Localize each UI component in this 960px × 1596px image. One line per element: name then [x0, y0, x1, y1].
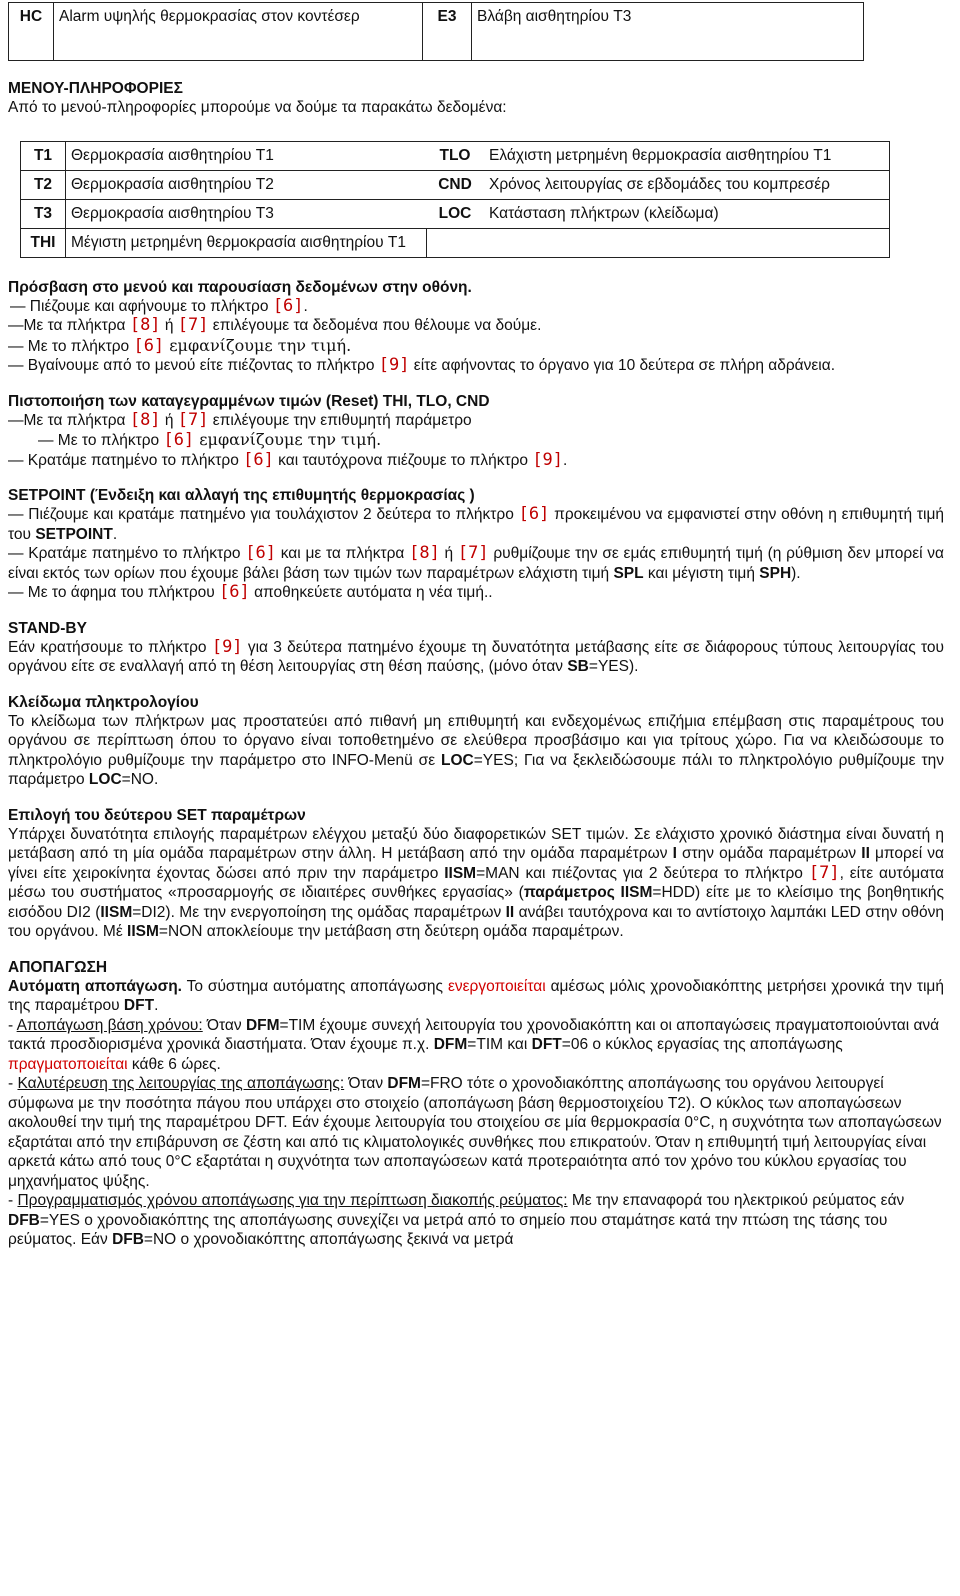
- text: DFT: [531, 1036, 562, 1053]
- text: , είτε αυτόματα μέσω του συστήματος «προσαρμογής σε ιδιαιτέρες συνθήκες εργασίας» (: [8, 864, 944, 901]
- key-6: [6]: [272, 295, 304, 316]
- key-7: [7]: [177, 409, 209, 430]
- text: — Πιέζουμε και κρατάμε πατημένο για τουλάχιστον 2 δεύτερα το πλήκτρο: [8, 506, 519, 523]
- text: — Κρατάμε πατημένο το πλήκτρο: [8, 451, 244, 469]
- description-cell: Θερμοκρασία αισθητηρίου T3: [66, 199, 427, 228]
- text: ή: [439, 545, 458, 562]
- text: IISM: [444, 864, 477, 882]
- empty-cell: [426, 228, 890, 257]
- text: ).: [791, 564, 801, 582]
- table-row: [21, 170, 890, 199]
- text: είτε αφήνοντας το όργανο για 10 δεύτερα σε πλήρη αδράνεια.: [409, 357, 836, 374]
- text: .: [154, 997, 159, 1014]
- text: II: [861, 845, 870, 862]
- text: =TIM έχουμε συνεχή λειτουργία του χρονοδιακόπτη και οι αποπαγώσεις πραγματοποιούνται ανά τακτά προσδιορισμένα χρονικά διαστήματα. Όταν έχουμε π.χ.: [8, 1016, 940, 1053]
- code-cell: T2: [21, 170, 66, 199]
- key-9: [9]: [378, 355, 410, 375]
- key-7: [7]: [457, 543, 489, 563]
- key-6: [6]: [133, 335, 165, 356]
- text: Υπάρχει δυνατότητα επιλογής παραμέτρων ελέγχου μεταξύ δύο διαφορετικών SET τιμών. Σε ελάχιστο χρονικό διάστημα είναι δυνατή η μετάβαση από τη μία ομάδα παραμέτρων στην άλλη. Η μετάβαση από την ομάδα παραμέτρων: [8, 825, 944, 862]
- section-title: Πιστοποιήση των καταγεγραμμένων τιμών (Reset) THI, TLO, CND: [8, 392, 490, 410]
- text: .: [112, 525, 118, 543]
- table-row: [21, 228, 890, 257]
- code-cell: LOC: [426, 199, 484, 228]
- text: Το κλείδωμα των πλήκτρων μας προστατεύει από πιθανή μη επιθυμητή και ενδεχομένως επιζήμια επέμβαση στις παραμέτρους του οργάνου σε περίπτωση όπου το όργανο είναι τοποθετημένο σε ελεύθερα προσβάσιμο και για τρίτους χώρο. Για να κλειδώσουμε το πληκτρολόγιο ρυθμίζουμε την παράμετρο στο INFO-Menü σε: [8, 712, 944, 769]
- section-title: STAND-BY: [8, 619, 87, 637]
- section-title: Κλείδωμα πληκτρολογίου: [8, 693, 199, 711]
- second-set-section: [8, 806, 944, 942]
- text: και ταυτόχρονα πιέζουμε το πλήκτρο: [273, 451, 533, 469]
- text: =YES ο χρονοδιακόπτης της αποπάγωσης συνεχίζει να μετρά από το σημείο που σταμάτησε κατά την πτώση της τάσης του ρεύματος. Εάν: [8, 1211, 888, 1248]
- text: — Με το άφημα του πλήκτρου: [8, 584, 220, 601]
- table-row: [21, 199, 890, 228]
- text: DFB: [112, 1231, 144, 1248]
- text: —Με τα πλήκτρα: [8, 317, 130, 334]
- paragraph: [8, 825, 944, 942]
- text: IISM: [100, 903, 133, 921]
- instruction-line: [8, 430, 944, 451]
- text: ενεργοποιείται: [447, 977, 546, 995]
- paragraph: - Καλυτέρευση της λειτουργίας της αποπάγωσης: Όταν DFM=FRO τότε ο χρονοδιακόπτης αποπάγωσης του οργάνου λειτουργεί σύμφωνα με την ποσότητα πάγου που υπάρχει στο στοιχείο (αποπάγωση βάση θερμοστοιχείου T2). Ο κύκλος των αποπαγώσεων ακολουθεί την τιμή της παραμέτρου DFT. Εάν έχουμε λειτουργία του στοιχείου σε μία θερμοκρασία 0°C, η συχνότητα των αποπαγώσεων εξαρτάται από την επιβάρυνση σε ζέστη και από τις κλιματολογικές συνθήκες που επικρατούν. Όταν η επιθυμητή τιμή λειτουργίας είναι αρκετά κάτω από τους 0°C εξαρτάται η συχνότητα των αποπαγώσεων κατά προτεραιότητα από τον χρόνο του κύκλου εργασίας του μηχανήματος ψύξης.: [8, 1075, 942, 1190]
- description-cell: Χρόνος λειτουργίας σε εβδομάδες του κομπρεσέρ: [484, 170, 890, 199]
- description-cell: Κατάσταση πλήκτρων (κλείδωμα): [484, 199, 890, 228]
- text: I: [672, 845, 677, 862]
- text: και με τα πλήκτρα: [276, 545, 410, 562]
- standby-section: [8, 619, 944, 677]
- text: κάθε 6 ώρες.: [127, 1055, 221, 1073]
- text: =DI2). Με την ενεργοποίηση της ομάδας παραμέτρων: [132, 903, 506, 921]
- text: μπορεί να γίνει είτε χειροκίνητα έχοντας δώσει από πριν την παράμετρο: [8, 845, 945, 882]
- text: =NO.: [121, 771, 159, 788]
- text: =FRO τότε ο χρονοδιακόπτης αποπάγωσης του οργάνου λειτουργεί σύμφωνα με την ποσότητα πάγου που υπάρχει στο στοιχείο (αποπάγωση βάση θερμοστοιχείου T2). Ο κύκλος των αποπαγώσεων ακολουθεί την τιμή της παραμέτρου DFT. Εάν έχουμε λειτουργία του στοιχείου σε μία θερμοκρασία 0°C, η συχνότητα των αποπαγώσεων εξαρτάται από την επιβάρυνση σε ζέστη και από τις κλιματολογικές συνθήκες που επικρατούν. Όταν η επιθυμητή τιμή λειτουργίας είναι αρκετά κάτω από τους 0°C εξαρτάται η συχνότητα των αποπαγώσεων κατά προτεραιότητα από τον χρόνο του κύκλου εργασίας του μηχανήματος ψύξης.: [8, 1075, 942, 1190]
- text: αποθηκεύετε αυτόματα η νέα τιμή..: [249, 584, 493, 601]
- paragraph: [8, 638, 944, 677]
- description-cell: Βλάβη αισθητηρίου T3: [472, 3, 864, 61]
- text: εμφανίζουμε την τιμή.: [164, 335, 352, 355]
- text: =06 ο κύκλος εργασίας της αποπάγωσης: [561, 1036, 843, 1053]
- table-row: [21, 141, 890, 170]
- text: LOC: [441, 751, 474, 769]
- key-6: [6]: [518, 504, 550, 524]
- text: αμέσως μόλις χρονοδιακόπτης μετρήσει χρονικά την τιμή της παραμέτρου: [8, 977, 944, 1014]
- code-cell: CND: [426, 170, 484, 199]
- code-cell: TLO: [426, 141, 484, 170]
- text: DFM: [245, 1016, 280, 1034]
- text: LOC: [88, 771, 122, 788]
- text: Εάν κρατήσουμε το πλήκτρο: [8, 638, 212, 656]
- text: — Πιέζουμε και αφήνουμε το πλήκτρο: [10, 297, 273, 315]
- text: Όταν: [344, 1075, 388, 1092]
- key-7: [7]: [808, 862, 840, 883]
- table-row: [9, 3, 864, 61]
- key-6: [6]: [163, 430, 195, 450]
- text: DFB: [8, 1211, 40, 1229]
- text: II: [505, 903, 515, 921]
- text: προκειμένου να εμφανιστεί στην οθόνη η επιθυμητή τιμή του: [8, 506, 944, 543]
- description-cell: Μέγιστη μετρημένη θερμοκρασία αισθητηρίου T1: [66, 228, 427, 257]
- text: IISM: [127, 923, 159, 940]
- paragraph: [8, 977, 944, 1016]
- text: Το σύστημα αυτόματης αποπάγωσης: [181, 977, 448, 995]
- key-9: [9]: [532, 449, 564, 470]
- text: πραγματοποιείται: [8, 1055, 128, 1073]
- section-title: ΑΠΟΠΑΓΩΣΗ: [8, 958, 108, 976]
- text: ή: [160, 317, 178, 334]
- text: — Βγαίνουμε από το μενού είτε πιέζοντας το πλήκτρο: [8, 357, 379, 374]
- text: —Με τα πλήκτρα: [8, 411, 130, 429]
- text: ή: [160, 411, 178, 429]
- text: =YES).: [588, 658, 639, 675]
- text: =NO ο χρονοδιακόπτης αποπάγωσης ξεκινά να μετρά: [143, 1231, 514, 1248]
- defrost-section: [8, 958, 944, 1250]
- key-8: [8]: [129, 409, 161, 430]
- text: =YES; Για να ξεκλειδώσουμε πάλι το πληκτρολόγιο ρυθμίζουμε την παράμετρο: [8, 751, 944, 788]
- text: επιλέγουμε την επιθυμητή παράμετρο: [208, 411, 472, 429]
- text: =NON αποκλείουμε την μετάβαση στη δεύτερη ομάδα παραμέτρων.: [158, 923, 624, 940]
- text: DFT: [123, 997, 155, 1014]
- text: .: [303, 297, 308, 315]
- text: =MAN και πιέζοντας για 2 δεύτερα το πλήκτρο: [476, 864, 809, 882]
- section-title: Επιλογή του δεύτερου SET παραμέτρων: [8, 806, 306, 824]
- text: παράμετρος IISM: [523, 884, 653, 901]
- description-cell: Ελάχιστη μετρημένη θερμοκρασία αισθητηρίου T1: [484, 141, 890, 170]
- text: — Με το πλήκτρο: [8, 337, 134, 355]
- text: και μέγιστη τιμή: [643, 564, 760, 582]
- text: =TIM και: [467, 1036, 532, 1053]
- key-6: [6]: [219, 582, 250, 602]
- info-table: [20, 141, 890, 258]
- text: =HDD) είτε με το κλείσιμο της βοηθητικής εισόδου DI2 (: [8, 884, 944, 921]
- keylock-section: [8, 693, 944, 790]
- text: Καλυτέρευση της λειτουργίας της αποπάγωσης:: [17, 1075, 345, 1092]
- key-8: [8]: [409, 543, 440, 563]
- text: SPL: [613, 564, 644, 582]
- instruction-line: [8, 336, 944, 357]
- instruction-line: [8, 356, 944, 376]
- text: Αυτόματη αποπάγωση.: [8, 977, 182, 995]
- text: — Κρατάμε πατημένο το πλήκτρο: [8, 545, 246, 562]
- text: για 3 δεύτερα πατημένο έχουμε τη δυνατότητα μετάβασης είτε σε διάφορους τύπους λειτουργίας του οργάνου είτε σε εναλλαγή από τη θέση λειτουργίας στη θέση παύσης, (μόνο όταν: [8, 638, 944, 675]
- text: ρυθμίζουμε την σε εμάς επιθυμητή τιμή (η ρύθμιση δεν μπορεί να είναι εκτός των ορίων που έχουμε βάλει βάση των τιμών των παραμέτρων ελάχιστη τιμή: [8, 545, 944, 582]
- text: στην ομάδα παραμέτρων: [676, 845, 862, 862]
- key-6: [6]: [245, 543, 277, 563]
- text: Όταν: [202, 1016, 246, 1034]
- paragraph: [8, 712, 944, 790]
- text: — Με το πλήκτρο: [38, 432, 164, 449]
- text: επιλέγουμε τα δεδομένα που θέλουμε να δούμε.: [208, 317, 542, 334]
- instruction-line: [8, 316, 944, 336]
- section-title: Πρόσβαση στο μενού και παρουσίαση δεδομένων στην οθόνη.: [8, 278, 472, 296]
- text: εμφανίζουμε την τιμή.: [194, 430, 382, 449]
- text: Με την επαναφορά του ηλεκτρικού ρεύματος εάν: [567, 1192, 905, 1209]
- instruction-line: [8, 451, 944, 471]
- key-8: [8]: [129, 315, 161, 335]
- text: DFM: [387, 1075, 421, 1092]
- text: SPH: [759, 564, 792, 582]
- instruction-line: [8, 505, 944, 544]
- description-cell: Alarm υψηλής θερμοκρασίας στον κοντέσερ: [54, 3, 423, 61]
- description-cell: Θερμοκρασία αισθητηρίου T1: [66, 141, 427, 170]
- key-9: [9]: [211, 636, 243, 657]
- text: Αποπάγωση βάση χρόνου:: [16, 1016, 203, 1034]
- key-6: [6]: [243, 449, 274, 470]
- instruction-line: [8, 297, 944, 317]
- text: ανάβει ταυτόχρονα και το αντίστοιχο λαμπάκι LED στην οθόνη του οργάνου. Μέ: [8, 903, 944, 940]
- code-cell: T3: [21, 199, 66, 228]
- text: SB: [567, 658, 589, 675]
- instruction-line: [8, 544, 944, 583]
- paragraph: - Αποπάγωση βάση χρόνου: Όταν DFM=TIM έχουμε συνεχή λειτουργία του χρονοδιακόπτη και οι αποπαγώσεις πραγματοποιούνται ανά τακτά προσδιορισμένα χρονικά διαστήματα. Όταν έχουμε π.χ. DFM=TIM και DFT=06 ο κύκλος εργασίας της αποπάγωσης πραγματοποιείται κάθε 6 ώρες.: [8, 1016, 940, 1073]
- code-cell: THI: [21, 228, 66, 257]
- text: SETPOINT: [35, 525, 113, 543]
- access-section: [8, 278, 944, 376]
- paragraph: - Προγραμματισμός χρόνου αποπάγωσης για την περίπτωση διακοπής ρεύματος: Με την επαναφορά του ηλεκτρικού ρεύματος εάν DFB=YES ο χρονοδιακόπτης της αποπάγωσης συνεχίζει να μετρά από το σημείο που σταμάτησε κατά την πτώση της τάσης του ρεύματος. Εάν DFB=NO ο χρονοδιακόπτης αποπάγωσης ξεκινά να μετρά: [8, 1192, 905, 1248]
- code-cell: E3: [423, 3, 472, 61]
- code-cell: T1: [21, 141, 66, 170]
- info-menu-intro: Από το μενού-πληροφορίες μπορούμε να δούμε τα παρακάτω δεδομένα:: [8, 99, 507, 116]
- section-title: SETPOINT (Ένδειξη και αλλαγή της επιθυμητής θερμοκρασίας ): [8, 487, 475, 504]
- text: DFM: [433, 1036, 468, 1053]
- key-7: [7]: [177, 315, 209, 335]
- text: Προγραμματισμός χρόνου αποπάγωσης για την περίπτωση διακοπής ρεύματος:: [17, 1192, 568, 1209]
- description-cell: Θερμοκρασία αισθητηρίου T2: [66, 170, 427, 199]
- setpoint-section: [8, 486, 944, 603]
- instruction-line: [8, 411, 944, 431]
- info-menu-title: ΜΕΝΟΥ-ΠΛΗΡΟΦΟΡΙΕΣ: [8, 80, 183, 97]
- code-cell: HC: [9, 3, 54, 61]
- instruction-line: [8, 583, 944, 603]
- error-table: [8, 2, 864, 61]
- text: .: [563, 451, 568, 469]
- document-page: [8, 2, 944, 1250]
- reset-section: [8, 392, 944, 471]
